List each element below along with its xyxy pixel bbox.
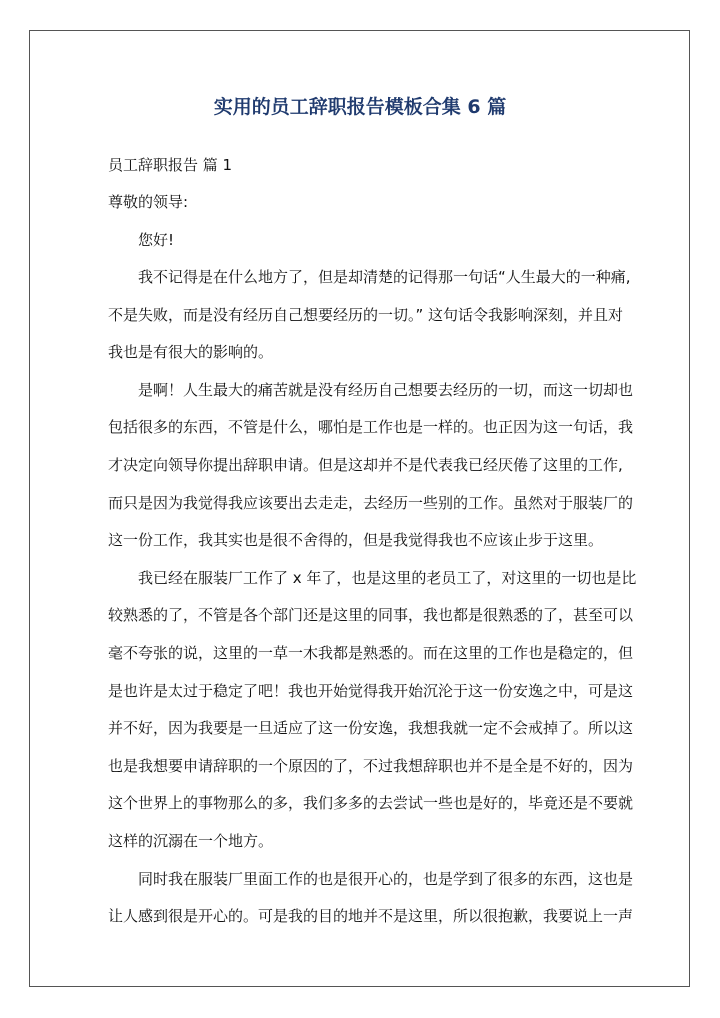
paragraph-line: 包括很多的东西，不管是什么，哪怕是工作也是一样的。也正因为这一句话，我 (108, 418, 634, 436)
paragraph-line: 同时我在服装厂里面工作的也是很开心的，也是学到了很多的东西，这也是 (138, 870, 634, 888)
paragraph-line: 而只是因为我觉得我应该要出去走走，去经历一些别的工作。虽然对于服装厂的 (108, 494, 634, 512)
paragraph-line: 是也许是太过于稳定了吧！我也开始觉得我开始沉沦于这一份安逸之中，可是这 (108, 682, 634, 700)
paragraph-line: 我不记得是在什么地方了，但是却清楚的记得那一句话“人生最大的一种痛, (138, 268, 631, 286)
paragraph-line: 毫不夸张的说，这里的一草一木我都是熟悉的。而在这里的工作也是稳定的，但 (108, 644, 634, 662)
paragraph-line: 也是我想要申请辞职的一个原因的了，不过我想辞职也并不是全是不好的，因为 (108, 757, 634, 775)
paragraph-line: 这一份工作，我其实也是很不舍得的，但是我觉得我也不应该止步于这里。 (108, 531, 604, 549)
paragraph-line: 才决定向领导你提出辞职申请。但是这却并不是代表我已经厌倦了这里的工作, (108, 456, 623, 474)
paragraph-line: 这样的沉溺在一个地方。 (108, 832, 274, 850)
section-heading: 员工辞职报告 篇 1 (108, 156, 233, 174)
salutation: 尊敬的领导: (108, 193, 189, 211)
paragraph-line: 不是失败，而是没有经历自己想要经历的一切。” 这句话令我影响深刻，并且对 (108, 306, 624, 324)
paragraph-line: 这个世界上的事物那么的多，我们多多的去尝试一些也是好的，毕竟还是不要就 (108, 794, 634, 812)
paragraph-line: 我已经在服装厂工作了 x 年了，也是这里的老员工了，对这里的一切也是比 (138, 569, 637, 587)
document-title: 实用的员工辞职报告模板合集 6 篇 (213, 96, 507, 118)
paragraph-line: 较熟悉的了，不管是各个部门还是这里的同事，我也都是很熟悉的了，甚至可以 (108, 606, 634, 624)
greeting: 您好! (138, 231, 175, 249)
paragraph-line: 并不好，因为我要是一旦适应了这一份安逸，我想我就一定不会戒掉了。所以这 (108, 719, 634, 737)
paragraph-line: 让人感到很是开心的。可是我的目的地并不是这里，所以很抱歉，我要说上一声 (108, 907, 634, 925)
paragraph-line: 我也是有很大的影响的。 (108, 343, 274, 361)
paragraph-line: 是啊！人生最大的痛苦就是没有经历自己想要去经历的一切，而这一切却也 (138, 381, 634, 399)
